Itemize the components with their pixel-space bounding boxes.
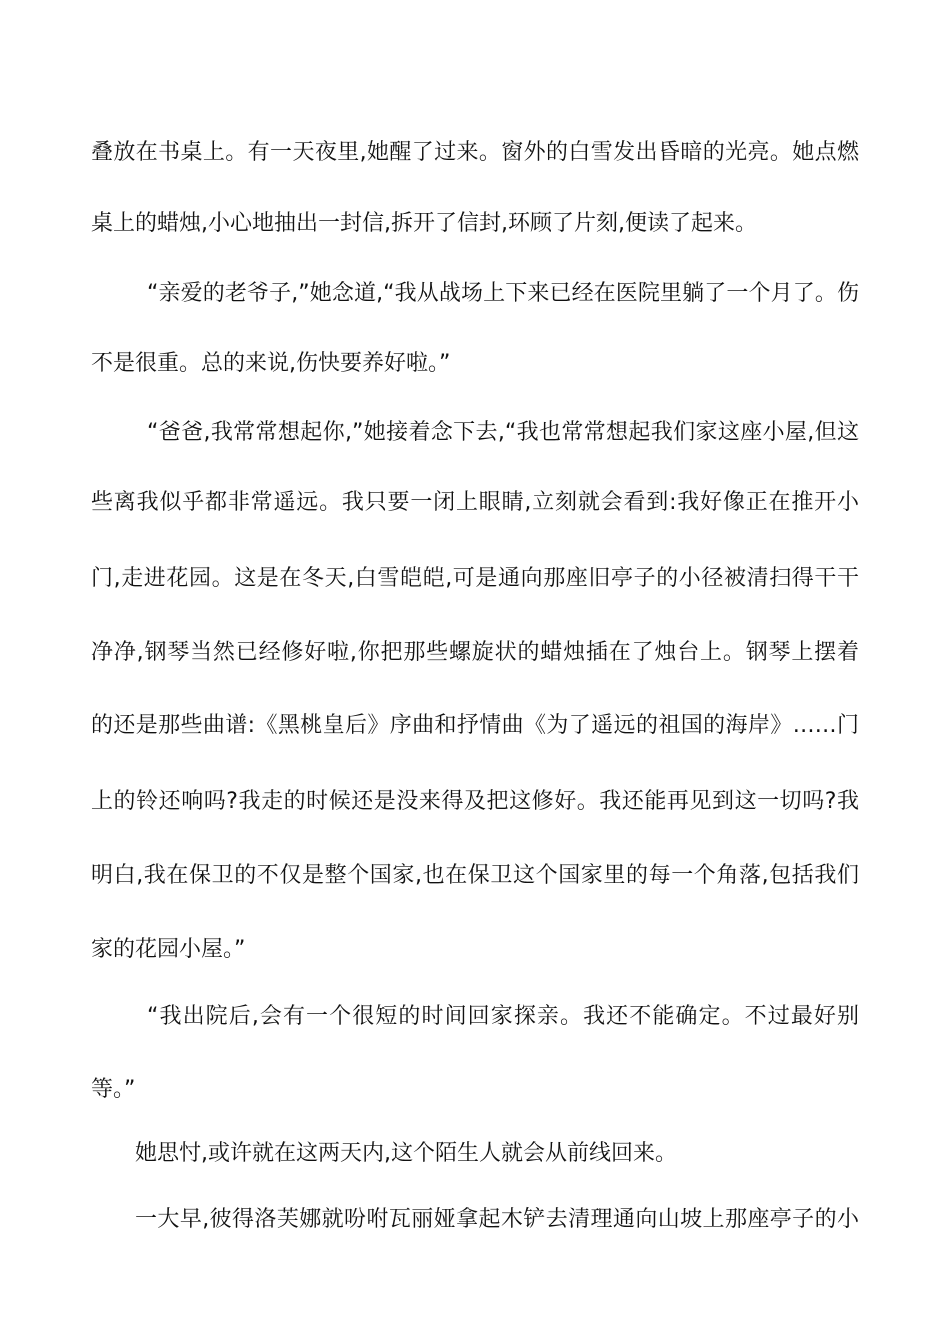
text-line-7: 门,走进花园。这是在冬天,白雪皑皑,可是通向那座旧亭子的小径被清扫得干干 bbox=[91, 566, 859, 591]
text-line-12: 家的花园小屋。” bbox=[91, 937, 246, 962]
text-line-16: 一大早,彼得洛芙娜就吩咐瓦丽娅拿起木铲去清理通向山坡上那座亭子的小 bbox=[135, 1207, 859, 1232]
text-line-5: “爸爸,我常常想起你,”她接着念下去,“我也常常想起我们家这座小屋,但这 bbox=[147, 420, 859, 445]
text-line-3: “亲爱的老爷子,”她念道,“我从战场上下来已经在医院里躺了一个月了。伤 bbox=[147, 281, 859, 306]
text-line-1: 叠放在书桌上。有一天夜里,她醒了过来。窗外的白雪发出昏暗的光亮。她点燃 bbox=[91, 140, 859, 165]
text-line-9: 的还是那些曲谱:《黑桃皇后》序曲和抒情曲《为了遥远的祖国的海岸》……门 bbox=[91, 713, 859, 738]
text-line-6: 些离我似乎都非常遥远。我只要一闭上眼睛,立刻就会看到:我好像正在推开小 bbox=[91, 490, 859, 515]
text-line-2: 桌上的蜡烛,小心地抽出一封信,拆开了信封,环顾了片刻,便读了起来。 bbox=[91, 211, 757, 236]
text-line-13: “我出院后,会有一个很短的时间回家探亲。我还不能确定。不过最好别 bbox=[147, 1004, 859, 1029]
text-line-8: 净净,钢琴当然已经修好啦,你把那些螺旋状的蜡烛插在了烛台上。钢琴上摆着 bbox=[91, 640, 859, 665]
text-line-10: 上的铃还响吗?我走的时候还是没来得及把这修好。我还能再见到这一切吗?我 bbox=[91, 789, 859, 814]
text-line-14: 等。” bbox=[91, 1077, 136, 1102]
text-line-11: 明白,我在保卫的不仅是整个国家,也在保卫这个国家里的每一个角落,包括我们 bbox=[91, 863, 859, 888]
text-line-15: 她思忖,或许就在这两天内,这个陌生人就会从前线回来。 bbox=[135, 1141, 677, 1166]
text-line-4: 不是很重。总的来说,伤快要养好啦。” bbox=[91, 351, 451, 376]
